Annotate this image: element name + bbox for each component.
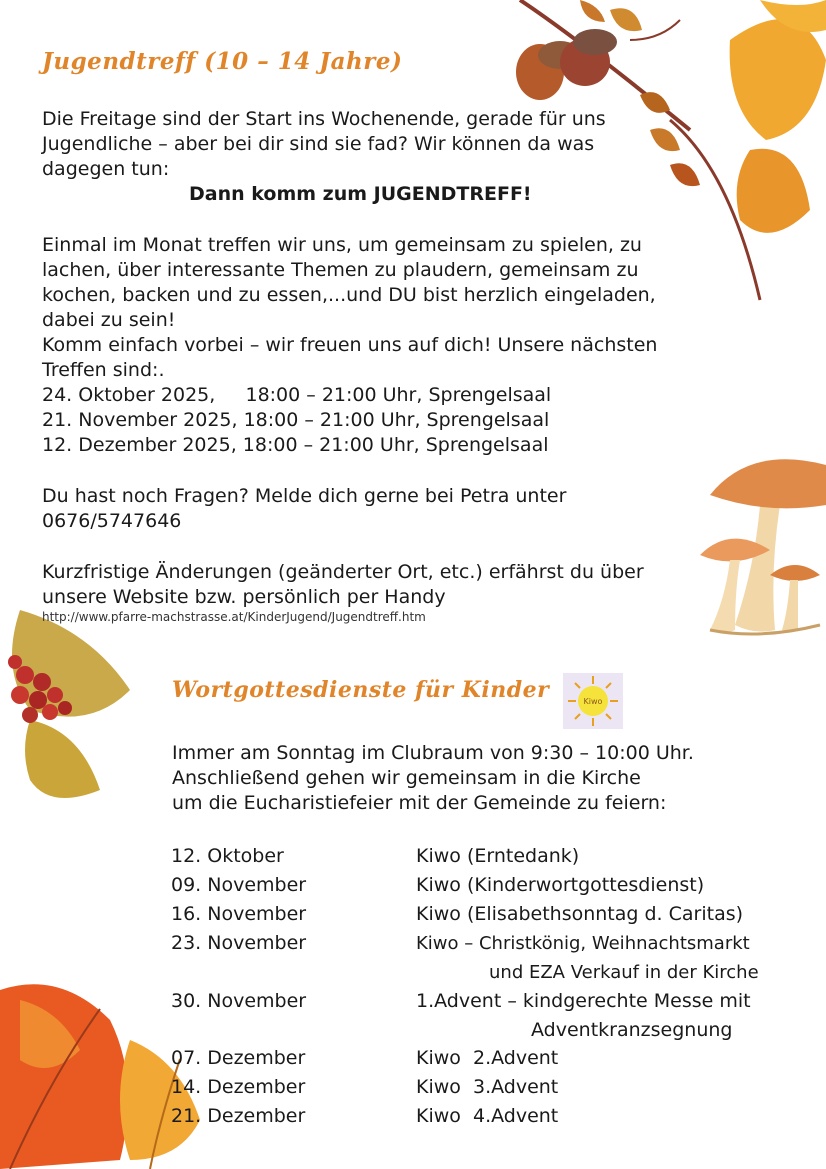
jugendtreff-intro-line-3: dagegen tun:	[42, 158, 170, 180]
mushrooms-illustration	[690, 445, 826, 645]
schedule-event-4-continued: und EZA Verkauf in der Kirche	[489, 962, 759, 983]
jugendtreff-phone-number: 0676/5747646	[42, 510, 182, 532]
jugendtreff-date-2: 21. November 2025, 18:00 – 21:00 Uhr, Sprengelsaal	[42, 409, 550, 431]
schedule-date-5: 30. November	[171, 990, 307, 1012]
schedule-event-5-continued: Adventkranzsegnung	[531, 1019, 733, 1041]
schedule-date-4: 23. November	[171, 932, 307, 954]
jugendtreff-headline: Dann komm zum JUGENDTREFF!	[189, 183, 532, 205]
schedule-event-4: Kiwo – Christkönig, Weihnachtsmarkt	[416, 933, 750, 954]
kiwo-title: Wortgottesdienste für Kinder	[172, 677, 550, 703]
schedule-date-8: 21. Dezember	[171, 1105, 306, 1127]
jugendtreff-paragraph-line-3: kochen, backen und zu essen,...und DU bist herzlich eingeladen,	[42, 284, 656, 306]
kiwo-intro-line-3: um die Eucharistiefeier mit der Gemeinde zu feiern:	[172, 792, 667, 814]
schedule-date-2: 09. November	[171, 874, 307, 896]
jugendtreff-paragraph-line-4: dabei zu sein!	[42, 309, 176, 331]
jugendtreff-changes-line-2: unsere Website bzw. persönlich per Handy	[42, 586, 446, 608]
schedule-date-1: 12. Oktober	[171, 845, 284, 867]
svg-text:Kiwo: Kiwo	[583, 697, 603, 706]
jugendtreff-changes-line-1: Kurzfristige Änderungen (geänderter Ort, etc.) erfährst du über	[42, 561, 644, 583]
kiwo-logo	[563, 673, 623, 729]
schedule-event-8: Kiwo 4.Advent	[416, 1105, 559, 1127]
jugendtreff-date-1: 24. Oktober 2025, 18:00 – 21:00 Uhr, Sprengelsaal	[42, 384, 552, 406]
jugendtreff-paragraph-line-5: Komm einfach vorbei – wir freuen uns auf dich! Unsere nächsten	[42, 334, 658, 356]
kiwo-intro-line-1: Immer am Sonntag im Clubraum von 9:30 – 10:00 Uhr.	[172, 742, 694, 764]
jugendtreff-question-line-1: Du hast noch Fragen? Melde dich gerne bei Petra unter	[42, 485, 567, 507]
schedule-event-1: Kiwo (Erntedank)	[416, 845, 580, 867]
sun-icon	[563, 673, 623, 729]
jugendtreff-title: Jugendtreff (10 – 14 Jahre)	[42, 48, 403, 75]
jugendtreff-intro-line-2: Jugendliche – aber bei dir sind sie fad? Wir können da was	[42, 133, 595, 155]
kiwo-intro-line-2: Anschließend gehen wir gemeinsam in die Kirche	[172, 767, 641, 789]
schedule-date-3: 16. November	[171, 903, 307, 925]
jugendtreff-website-link[interactable]: http://www.pfarre-machstrasse.at/KinderJugend/Jugendtreff.htm	[42, 610, 426, 624]
jugendtreff-paragraph-line-2: lachen, über interessante Themen zu plaudern, gemeinsam zu	[42, 259, 639, 281]
jugendtreff-paragraph-line-6: Treffen sind:.	[42, 359, 165, 381]
schedule-event-3: Kiwo (Elisabethsonntag d. Caritas)	[416, 903, 744, 925]
schedule-event-7: Kiwo 3.Advent	[416, 1076, 559, 1098]
berries-leaves-illustration	[0, 600, 145, 810]
schedule-event-2: Kiwo (Kinderwortgottesdienst)	[416, 874, 705, 896]
schedule-date-7: 14. Dezember	[171, 1076, 306, 1098]
jugendtreff-paragraph-line-1: Einmal im Monat treffen wir uns, um gemeinsam zu spielen, zu	[42, 234, 642, 256]
schedule-event-6: Kiwo 2.Advent	[416, 1047, 559, 1069]
jugendtreff-date-3: 12. Dezember 2025, 18:00 – 21:00 Uhr, Sprengelsaal	[42, 434, 549, 456]
jugendtreff-intro-line-1: Die Freitage sind der Start ins Wochenende, gerade für uns	[42, 108, 606, 130]
schedule-event-5: 1.Advent – kindgerechte Messe mit	[416, 990, 751, 1012]
schedule-date-6: 07. Dezember	[171, 1047, 306, 1069]
